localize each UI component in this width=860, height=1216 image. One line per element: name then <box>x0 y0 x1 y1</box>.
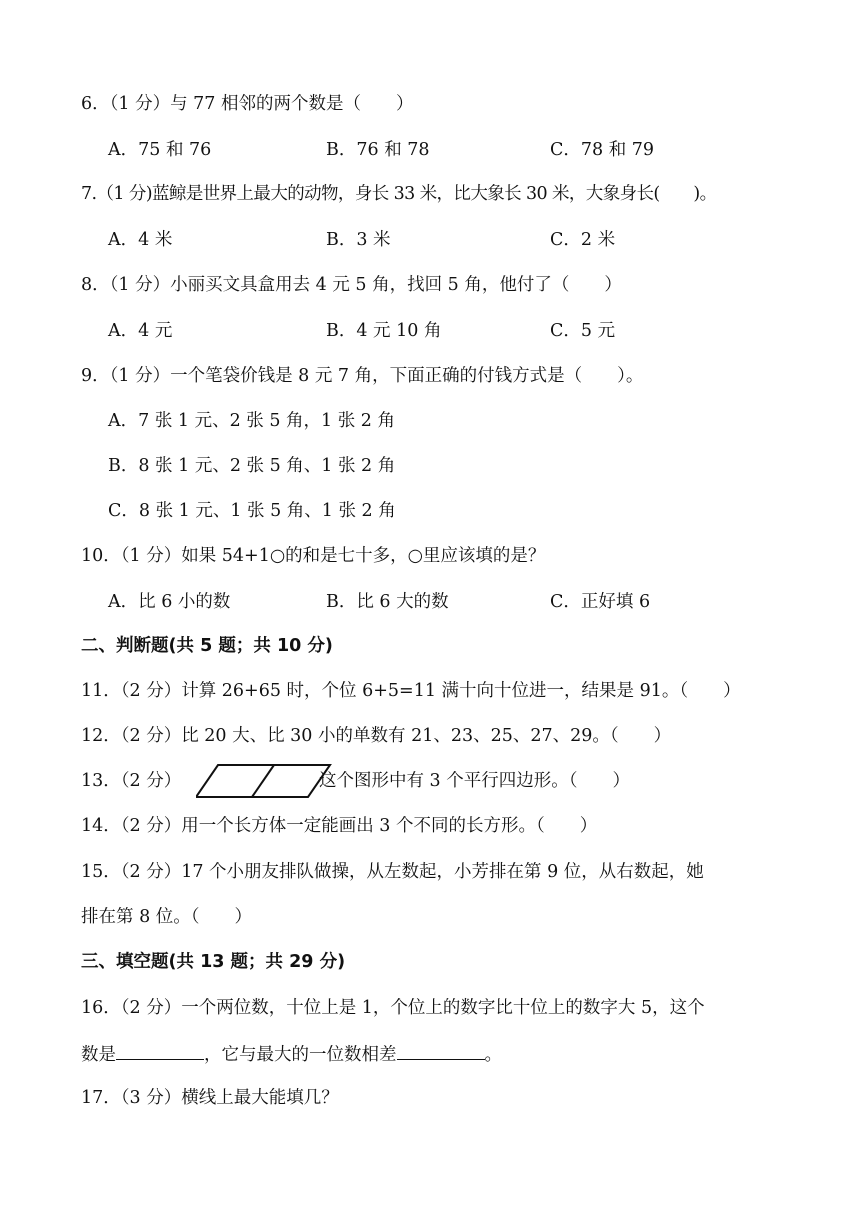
q10-option-a[interactable]: A．比 6 小的数 <box>108 592 231 612</box>
q16-text-c: 。 <box>484 1045 502 1065</box>
q9-option-b[interactable]: B．8 张 1 元、2 张 5 角、1 张 2 角 <box>108 456 396 476</box>
q16-stem-line1: 16．（2 分）一个两位数，十位上是 1，个位上的数字比十位上的数字大 5，这个 <box>81 998 705 1018</box>
q8-option-c[interactable]: C．5 元 <box>550 321 616 341</box>
q8-option-b[interactable]: B．4 元 10 角 <box>326 321 442 341</box>
q6-option-b[interactable]: B．76 和 78 <box>326 140 430 160</box>
q15-stem-line1: 15．（2 分）17 个小朋友排队做操，从左数起，小芳排在第 9 位，从右数起，她 <box>81 862 704 882</box>
q11-stem: 11．（2 分）计算 26+65 时，个位 6+5=11 满十向十位进一，结果是 91。（ ） <box>81 681 741 701</box>
q7-option-a[interactable]: A．4 米 <box>108 230 173 250</box>
q7-option-c[interactable]: C．2 米 <box>550 230 616 250</box>
q16-blank-1[interactable] <box>116 1041 204 1060</box>
q8-option-a[interactable]: A．4 元 <box>108 321 173 341</box>
q16-text-b: ，它与最大的一位数相差 <box>204 1045 397 1065</box>
q15-stem-line2: 排在第 8 位。（ ） <box>81 907 253 927</box>
q14-stem: 14．（2 分）用一个长方体一定能画出 3 个不同的长方形。（ ） <box>81 816 598 836</box>
section-heading-judgement: 二、判断题(共 5 题；共 10 分) <box>81 636 333 656</box>
parallelogram-figure <box>196 763 332 799</box>
q6-option-a[interactable]: A．75 和 76 <box>108 140 212 160</box>
section-heading-fill-blank: 三、填空题(共 13 题；共 29 分) <box>81 952 346 972</box>
q16-text-a: 数是 <box>81 1045 116 1065</box>
q9-option-a[interactable]: A．7 张 1 元、2 张 5 角，1 张 2 角 <box>108 411 396 431</box>
q16-stem-line2 <box>81 1041 502 1067</box>
q10-option-c[interactable]: C．正好填 6 <box>550 592 651 612</box>
q7-option-b[interactable]: B．3 米 <box>326 230 391 250</box>
q10-option-b[interactable]: B．比 6 大的数 <box>326 592 449 612</box>
q6-stem: 6．（1 分）与 77 相邻的两个数是（ ） <box>81 94 414 114</box>
q12-stem: 12．（2 分）比 20 大、比 30 小的单数有 21、23、25、27、29。（ ） <box>81 726 672 746</box>
q7-stem: 7.（1 分)蓝鲸是世界上最大的动物，身长 33 米，比大象长 30 米，大象身长( )。 <box>81 184 717 204</box>
q8-stem: 8．（1 分）小丽买文具盒用去 4 元 5 角，找回 5 角，他付了（ ） <box>81 275 622 295</box>
q10-stem: 10．（1 分）如果 54+1○的和是七十多，○里应该填的是？ <box>81 546 546 566</box>
q13-prefix: 13．（2 分） <box>81 771 182 791</box>
q16-blank-2[interactable] <box>397 1041 485 1060</box>
q17-stem: 17．（3 分）横线上最大能填几？ <box>81 1088 339 1108</box>
q9-option-c[interactable]: C．8 张 1 元、1 张 5 角、1 张 2 角 <box>108 501 396 521</box>
q9-stem: 9．（1 分）一个笔袋价钱是 8 元 7 角，下面正确的付钱方式是（ ）。 <box>81 366 644 386</box>
q6-option-c[interactable]: C．78 和 79 <box>550 140 655 160</box>
q13-stem: 这个图形中有 3 个平行四边形。（ ） <box>319 771 631 791</box>
parallelogram-divider <box>252 765 274 797</box>
